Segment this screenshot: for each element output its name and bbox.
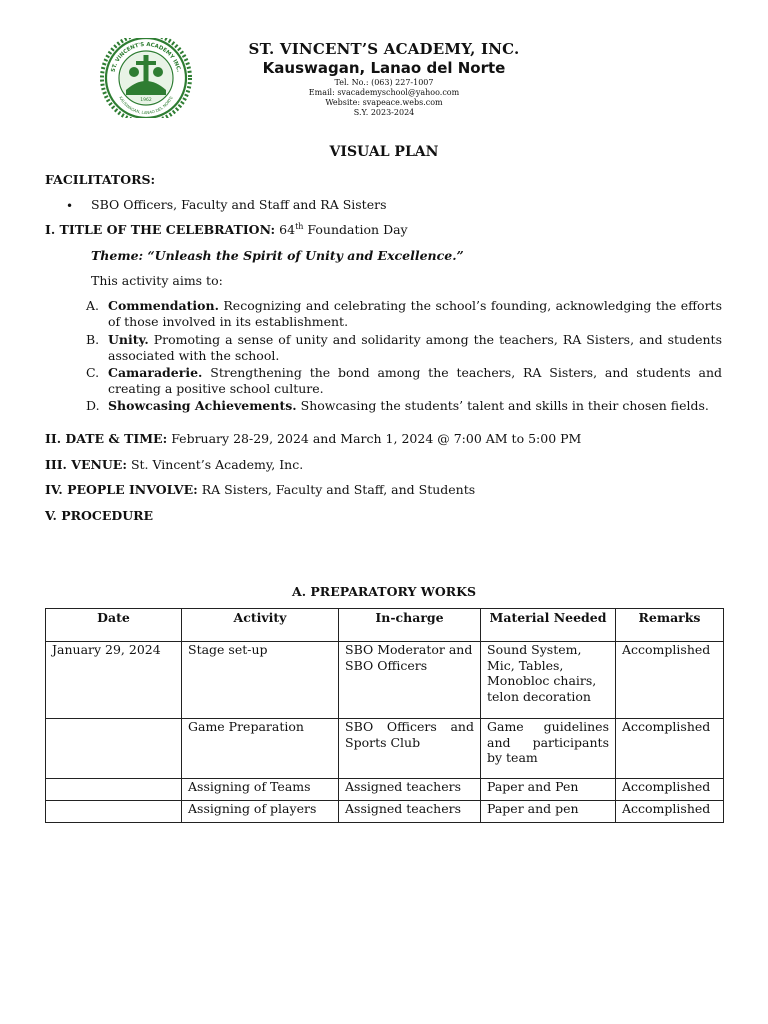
aim-text: Promoting a sense of unity and solidarity among the teachers, RA Sisters, and students associated with the school.	[108, 332, 722, 363]
people-label: IV. PEOPLE INVOLVE:	[45, 482, 198, 497]
date-cell: January 29, 2024	[46, 642, 182, 719]
activity-cell: Stage set-up	[182, 642, 339, 719]
date-time-label: II. DATE & TIME:	[45, 431, 168, 446]
incharge-cell: Assigned teachers	[339, 779, 481, 801]
aim-title: Commendation.	[108, 298, 219, 313]
aim-title: Showcasing Achievements.	[108, 398, 297, 413]
date-time-value: February 28-29, 2024 and March 1, 2024 @ 7:00 AM to 5:00 PM	[171, 431, 582, 446]
svg-text:KAUSWAGAN, LANAO DEL NORTE: KAUSWAGAN, LANAO DEL NORTE	[118, 95, 174, 116]
svg-text:ST. VINCENT'S ACADEMY INC.: ST. VINCENT'S ACADEMY INC.	[110, 41, 182, 73]
date-cell	[46, 719, 182, 779]
procedure-label: V. PROCEDURE	[45, 508, 154, 523]
aim-item-commendation	[86, 298, 722, 330]
material-cell: Paper and pen	[481, 801, 616, 823]
aim-title: Unity.	[108, 332, 149, 347]
svg-text:1962: 1962	[140, 98, 152, 103]
school-telephone: Tel. No.: (063) 227-1007	[334, 78, 434, 87]
aim-letter: A.	[86, 298, 100, 313]
incharge-cell: SBO Moderator and SBO Officers	[339, 642, 481, 719]
people-value: RA Sisters, Faculty and Staff, and Students	[201, 482, 476, 497]
date-time-line	[45, 431, 581, 447]
column-header-date: Date	[46, 609, 182, 642]
aim-letter: B.	[86, 332, 100, 347]
facilitators-item: SBO Officers, Faculty and Staff and RA Sisters	[91, 197, 387, 212]
remarks-cell: Accomplished	[616, 642, 724, 719]
preparatory-works-table	[45, 608, 724, 823]
venue-label: III. VENUE:	[45, 457, 127, 472]
activity-cell: Assigning of Teams	[182, 779, 339, 801]
remarks-cell: Accomplished	[616, 719, 724, 779]
celebration-label: I. TITLE OF THE CELEBRATION:	[45, 222, 276, 237]
table-header-row	[46, 609, 724, 642]
aim-text: Showcasing the students’ talent and skills in their chosen fields.	[300, 398, 709, 413]
aim-item-achievements	[86, 398, 722, 414]
column-header-remarks: Remarks	[616, 609, 724, 642]
school-location: Kauswagan, Lanao del Norte	[262, 59, 506, 77]
aim-text: Recognizing and celebrating the school’s founding, acknowledging the efforts of those involved in its establishment.	[108, 298, 722, 329]
celebration-title-line	[45, 222, 408, 238]
aim-title: Camaraderie.	[108, 365, 203, 380]
preparatory-works-title: A. PREPARATORY WORKS	[292, 584, 476, 599]
remarks-cell: Accomplished	[616, 779, 724, 801]
aims-intro: This activity aims to:	[91, 273, 223, 288]
theme-text: Theme: “Unleash the Spirit of Unity and Excellence.”	[91, 248, 464, 263]
aim-letter: C.	[86, 365, 100, 380]
school-website: Website: svapeace.webs.com	[325, 98, 443, 107]
document-title: VISUAL PLAN	[329, 144, 439, 160]
table-row	[46, 801, 724, 823]
material-cell: Game guidelines and participants by team	[481, 719, 616, 779]
aim-text: Strengthening the bond among the teachers, RA Sisters, and students and creating a positive school culture.	[108, 365, 722, 396]
activity-cell: Assigning of players	[182, 801, 339, 823]
celebration-ordinal: 64th	[279, 222, 304, 237]
table-row	[46, 719, 724, 779]
celebration-value: Foundation Day	[307, 222, 408, 237]
bullet-marker: •	[66, 199, 74, 213]
venue-line	[45, 457, 303, 473]
venue-value: St. Vincent’s Academy, Inc.	[130, 457, 304, 472]
date-cell	[46, 779, 182, 801]
people-line	[45, 482, 475, 498]
table-row	[46, 642, 724, 719]
aim-item-camaraderie	[86, 365, 722, 397]
incharge-cell: Assigned teachers	[339, 801, 481, 823]
table-row	[46, 779, 724, 801]
column-header-material: Material Needed	[481, 609, 616, 642]
facilitators-label: FACILITATORS:	[45, 172, 156, 187]
aim-letter: D.	[86, 398, 100, 413]
column-header-incharge: In-charge	[339, 609, 481, 642]
activity-cell: Game Preparation	[182, 719, 339, 779]
remarks-cell: Accomplished	[616, 801, 724, 823]
date-cell	[46, 801, 182, 823]
aim-item-unity	[86, 332, 722, 364]
school-email: Email: svacademyschool@yahoo.com	[308, 88, 460, 97]
school-year: S.Y. 2023-2024	[353, 108, 415, 117]
material-cell: Paper and Pen	[481, 779, 616, 801]
column-header-activity: Activity	[182, 609, 339, 642]
material-cell: Sound System, Mic, Tables, Monobloc chairs, telon decoration	[481, 642, 616, 719]
school-name: ST. VINCENT’S ACADEMY, INC.	[248, 40, 520, 58]
incharge-cell: SBO Officers and Sports Club	[339, 719, 481, 779]
